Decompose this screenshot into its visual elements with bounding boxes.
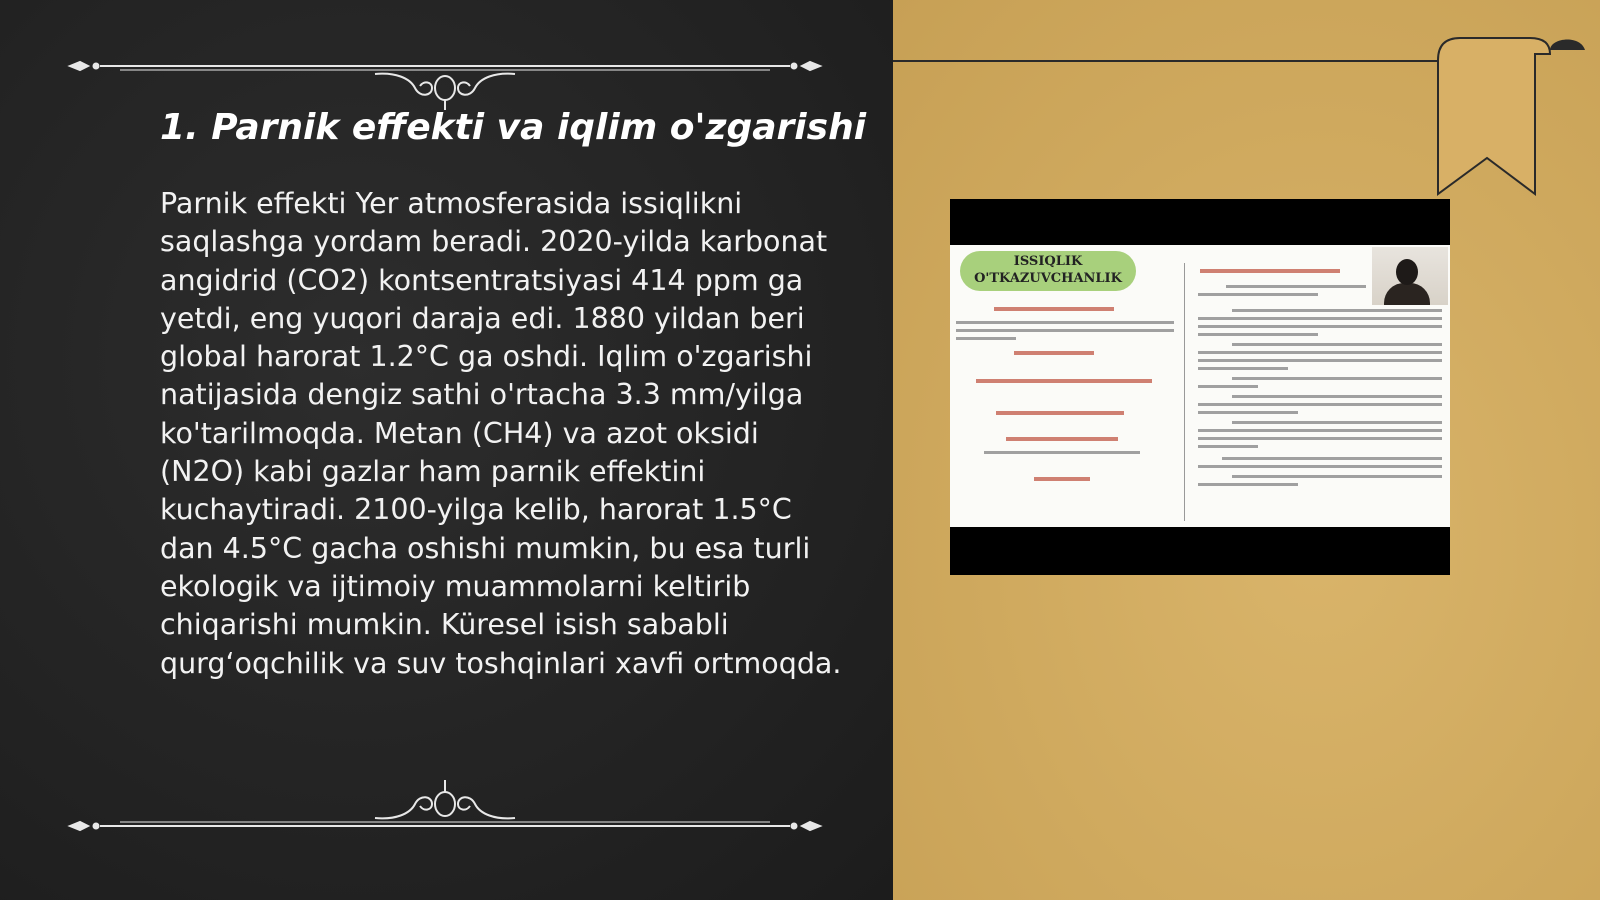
video-player[interactable]	[950, 199, 1450, 575]
text-line	[1232, 377, 1442, 380]
text-line	[1198, 465, 1442, 468]
formula-line	[1014, 351, 1094, 355]
text-line	[1232, 343, 1442, 346]
text-line	[1198, 403, 1442, 406]
formula-line	[994, 307, 1114, 311]
presenter-head	[1396, 259, 1418, 285]
text-line	[1226, 285, 1366, 288]
text-line	[1198, 333, 1318, 336]
text-line	[1198, 483, 1298, 486]
text-line	[1232, 421, 1442, 424]
slide-title: 1. Parnik effekti va iqlim o'zgarishi	[160, 107, 867, 148]
formula-line	[996, 411, 1124, 415]
text-line	[1232, 475, 1442, 478]
slide-body-text: Parnik effekti Yer atmosferasida issiqlikni saqlashga yordam beradi. 2020-yilda karbonat angidrid (CO2) kontsentratsiyasi 414 ppm ga yetdi, eng yuqori daraja edi. 1880 yildan beri global harorat 1.2°C ga oshdi. Iqlim o'zgarishi natijasida dengiz sathi o'rtacha 3.3 mm/yilga ko'tarilmoqda. Metan (CH4) va azot oksidi (N2O) kabi gazlar ham parnik effektini kuchaytiradi. 2100-yilga kelib, harorat 1.5°C dan 4.5°C gacha oshishi mumkin, bu esa turli ekologik va ijtimoiy muammolarni keltirib chiqarishi mumkin. Küresel isish sababli qurg‘oqchilik va suv toshqinlari xavfi ortmoqda.	[160, 187, 842, 680]
column-divider	[1184, 263, 1185, 521]
text-line	[956, 321, 1174, 324]
text-line	[1222, 457, 1442, 460]
webcam-overlay	[1372, 247, 1448, 305]
text-line	[984, 451, 1140, 454]
ornament-divider-icon	[60, 770, 830, 840]
formula-line	[1034, 477, 1090, 481]
formula-line	[1006, 437, 1118, 441]
formula-line	[1200, 269, 1340, 273]
text-line	[1198, 411, 1298, 414]
text-line	[1198, 351, 1442, 354]
text-line	[1198, 445, 1258, 448]
decor-top-line	[893, 60, 1438, 62]
video-frame-content	[950, 245, 1450, 527]
text-line	[1198, 437, 1442, 440]
presenter-body	[1384, 283, 1430, 305]
text-line	[1198, 317, 1442, 320]
text-line	[1198, 359, 1442, 362]
text-line	[1198, 325, 1442, 328]
text-line	[956, 337, 1016, 340]
text-line	[1232, 309, 1442, 312]
text-line	[1198, 293, 1318, 296]
text-line	[1198, 367, 1288, 370]
text-line	[956, 329, 1174, 332]
text-line	[1232, 395, 1442, 398]
bookmark-ribbon-icon	[1430, 34, 1590, 204]
text-line	[1198, 429, 1442, 432]
video-heading-text: ISSIQLIK O'TKAZUVCHANLIK	[974, 254, 1122, 286]
formula-line	[976, 379, 1152, 383]
text-line	[1198, 385, 1258, 388]
